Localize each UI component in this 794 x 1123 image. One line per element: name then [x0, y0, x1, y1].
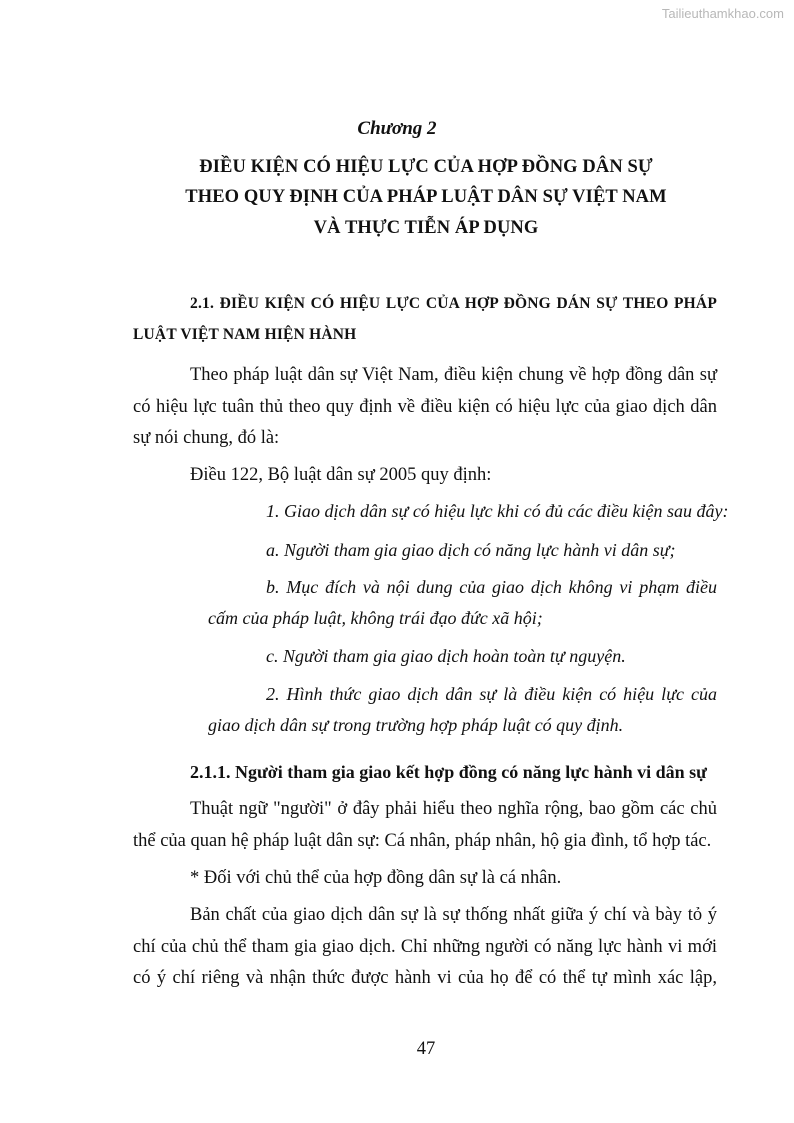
paragraph-1-line-1: Theo pháp luật dân sự Việt Nam, điều kiện chung về hợp đồng dân sự [190, 365, 717, 385]
quote-item-a: a. Người tham gia giao dịch có năng lực hành vi dân sự; [266, 540, 676, 560]
paragraph-3-line-1: Bản chất của giao dịch dân sự là sự thống nhất giữa ý chí và bày tỏ ý [190, 905, 717, 925]
quote-item-c: c. Người tham gia giao dịch hoàn toàn tự nguyện. [266, 646, 626, 666]
bullet-line: * Đối với chủ thể của hợp đồng dân sự là cá nhân. [190, 868, 562, 888]
title-line-1: ĐIỀU KIỆN CÓ HIỆU LỰC CỦA HỢP ĐỒNG DÂN SỰ [199, 157, 653, 177]
quote-item-b-line-2: cấm của pháp luật, không trái đạo đức xã hội; [208, 608, 543, 628]
subsection-heading: 2.1.1. Người tham gia giao kết hợp đồng có năng lực hành vi dân sự [190, 762, 707, 782]
section-heading-line-1: 2.1. ĐIỀU KIỆN CÓ HIỆU LỰC CỦA HỢP ĐỒNG DÁN SỰ THEO PHÁP [190, 295, 717, 312]
section-heading-line-2: LUẬT VIỆT NAM HIỆN HÀNH [133, 326, 357, 343]
paragraph-1-line-3: sự nói chung, đó là: [133, 428, 280, 448]
paragraph-2-line-1: Thuật ngữ "người" ở đây phải hiểu theo nghĩa rộng, bao gồm các chủ [190, 799, 717, 819]
chapter-label: Chương 2 [357, 118, 437, 139]
watermark: Tailieuthamkhao.com [661, 6, 784, 21]
title-line-3: VÀ THỰC TIỄN ÁP DỤNG [313, 218, 539, 238]
paragraph-3-line-2: chí của chủ thể tham gia giao dịch. Chỉ những người có năng lực hành vi mới [133, 937, 717, 957]
quote-item-2-line-2: giao dịch dân sự trong trường hợp pháp luật có quy định. [208, 715, 624, 735]
quote-item-2-line-1: 2. Hình thức giao dịch dân sự là điều kiện có hiệu lực của [266, 684, 717, 704]
paragraph-2-line-2: thể của quan hệ pháp luật dân sự: Cá nhân, pháp nhân, hộ gia đình, tổ hợp tác. [133, 831, 712, 851]
quote-item-b-line-1: b. Mục đích và nội dung của giao dịch không vi phạm điều [266, 577, 717, 597]
quote-item-1: 1. Giao dịch dân sự có hiệu lực khi có đủ các điều kiện sau đây: [266, 501, 729, 521]
title-line-2: THEO QUY ĐỊNH CỦA PHÁP LUẬT DÂN SỰ VIỆT NAM [185, 187, 667, 207]
paragraph-1-line-2: có hiệu lực tuân thủ theo quy định về điều kiện có hiệu lực của giao dịch dân [133, 397, 717, 417]
paragraph-3-line-3: có ý chí riêng và nhận thức được hành vi của họ để có thể tự mình xác lập, [133, 968, 717, 988]
page-number: 47 [416, 1039, 436, 1059]
article-intro: Điều 122, Bộ luật dân sự 2005 quy định: [190, 465, 492, 485]
